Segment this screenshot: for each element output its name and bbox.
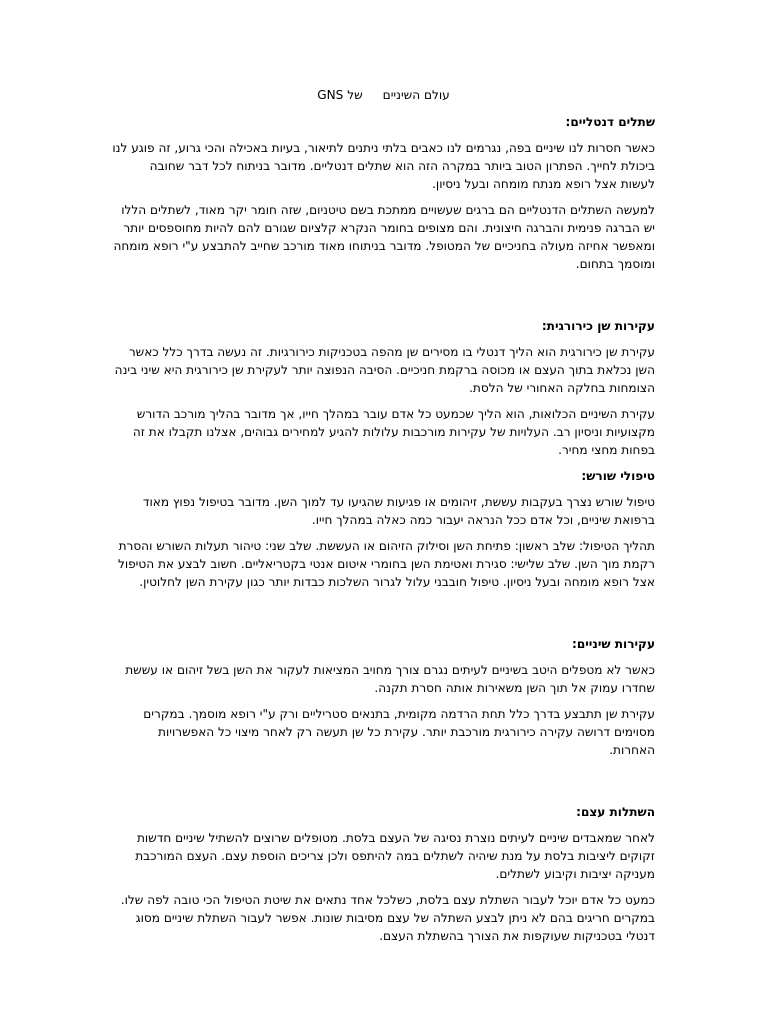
section-surgical-extraction xyxy=(112,317,655,459)
section-heading: עקירות שן כירורגית: xyxy=(541,319,655,333)
section-paragraph: למעשה השתלים הדנטליים הם ברגים שעשויים ממתכת בשם טיטניום, שזה חומר יקר מאוד, לשתלים הללו יש הברגה פנימית והברגה חיצונית. והם מצופים בחומר הנקרא קלציום שגורם להם להיות מחוספסים יותר ומאפשר אחיזה מעולה בחניכיים של המטופל. מדובר בניתוחו מאוד מורכב שחייב להתבצע ע"י רופא מומחה ומוסמך בתחום. xyxy=(113,203,655,271)
section-paragraph: תהליך הטיפול: שלב ראשון: פתיחת השן וסילוק הזיהום או העששת. שלב שני: טיהור תעלות השורש והסרת רקמת מוך השן. שלב שלישי: סגירת ואטימת השן בחומרי איטום אנטי בקטריאליים. חשוב לבצע את הטיפול אצל רופא מומחה ובעל ניסיון. טיפול חובבני עלול לגרור השלכות כבדות יותר כגון עקירת השן לחלוטין. xyxy=(117,539,655,589)
section-heading: טיפולי שורש: xyxy=(581,469,655,483)
document-page xyxy=(112,86,655,953)
section-paragraph: כמעט כל אדם יוכל לעבור השתלת עצם בלסת, כשלכל אחד נתאים את שיטת הטיפול הכי טובה לפה שלו. במקרים חריגים בהם לא ניתן לבצע השתלה של עצם מסיבות שונות. אפשר לעבור השתלת שיניים מסוג דנטלי בטכניקות שעוקפות את הצורך בהשתלת העצם. xyxy=(120,893,655,943)
document-title-brand: של GNS xyxy=(317,88,363,102)
section-heading: עקירות שיניים: xyxy=(571,637,655,651)
section-root-canal xyxy=(112,467,655,591)
section-tooth-extraction xyxy=(112,635,655,759)
section-paragraph: עקירת שן תתבצע בדרך כלל תחת הרדמה מקומית, בתנאים סטריליים ורק ע"י רופא מוסמך. במקרים מסוימים דרושה עקירה כירורגית מורכבת יותר. עקירת כל שן תעשה רק לאחר מיצוי כל האפשרויות האחרות. xyxy=(143,707,655,757)
section-paragraph: כאשר חסרות לנו שיניים בפה, נגרמים לנו כאבים בלתי ניתנים לתיאור, בעיות באכילה והכי גרוע, זה פוגע לנו ביכולת לחייך. הפתרון הטוב ביותר במקרה הזה הוא שתלים דנטליים. מדובר בניתוח לכל דבר שחובה לעשות אצל רופא מנתח מומחה ובעל ניסיון. xyxy=(112,141,655,191)
document-title-main: עולם השיניים xyxy=(382,88,450,102)
section-dental-implants xyxy=(112,113,655,273)
section-paragraph: עקירת שן כירורגית הוא הליך דנטלי בו מסירים שן מהפה בטכניקות כירורגיות. זה נעשה בדרך כלל כאשר השן נכלאת בתוך העצם או מכוסה ברקמת חניכיים. הסיבה הנפוצה יותר לעקירת שן כירורגית היא שיני בינה הצומחות בחלקה האחורי של הלסת. xyxy=(114,345,655,395)
section-paragraph: כאשר לא מטפלים היטב בשיניים לעיתים נגרם צורך מחויב המציאות לעקור את השן בשל זיהום או עששת שחדרו עמוק אל תוך השן משאירות אותה חסרת תקנה. xyxy=(125,663,655,695)
section-heading: השתלות עצם: xyxy=(576,805,655,819)
section-paragraph: לאחר שמאבדים שיניים לעיתים נוצרת נסיגה של העצם בלסת. מטופלים שרוצים להשתיל שיניים חדשות זקוקים ליציבות בלסת על מנת שיהיה לשתלים במה להיתפס ולכן צריכים הוספת עצם. העצם המורכבת מעניקה יציבות וקיבוע לשתלים. xyxy=(135,831,655,881)
section-paragraph: טיפול שורש נצרך בעקבות עששת, זיהומים או פגיעות שהגיעו עד למוך השן. מדובר בטיפול נפוץ מאוד ברפואת שיניים, וכל אדם ככל הנראה יעבור כמה כאלה במהלך חייו. xyxy=(142,495,655,527)
section-bone-graft xyxy=(112,803,655,945)
section-heading: שתלים דנטליים: xyxy=(565,115,655,129)
document-title xyxy=(112,86,655,104)
section-paragraph: עקירת השיניים הכלואות, הוא הליך שכמעט כל אדם עובר במהלך חייו, אך מדובר בהליך מורכב הדורש מקצועיות וניסיון רב. העלויות של עקירות מורכבות עלולות להגיע למחירים גבוהים, אצלנו תקבלו את זה בפחות מחצי מחיר. xyxy=(132,407,655,457)
